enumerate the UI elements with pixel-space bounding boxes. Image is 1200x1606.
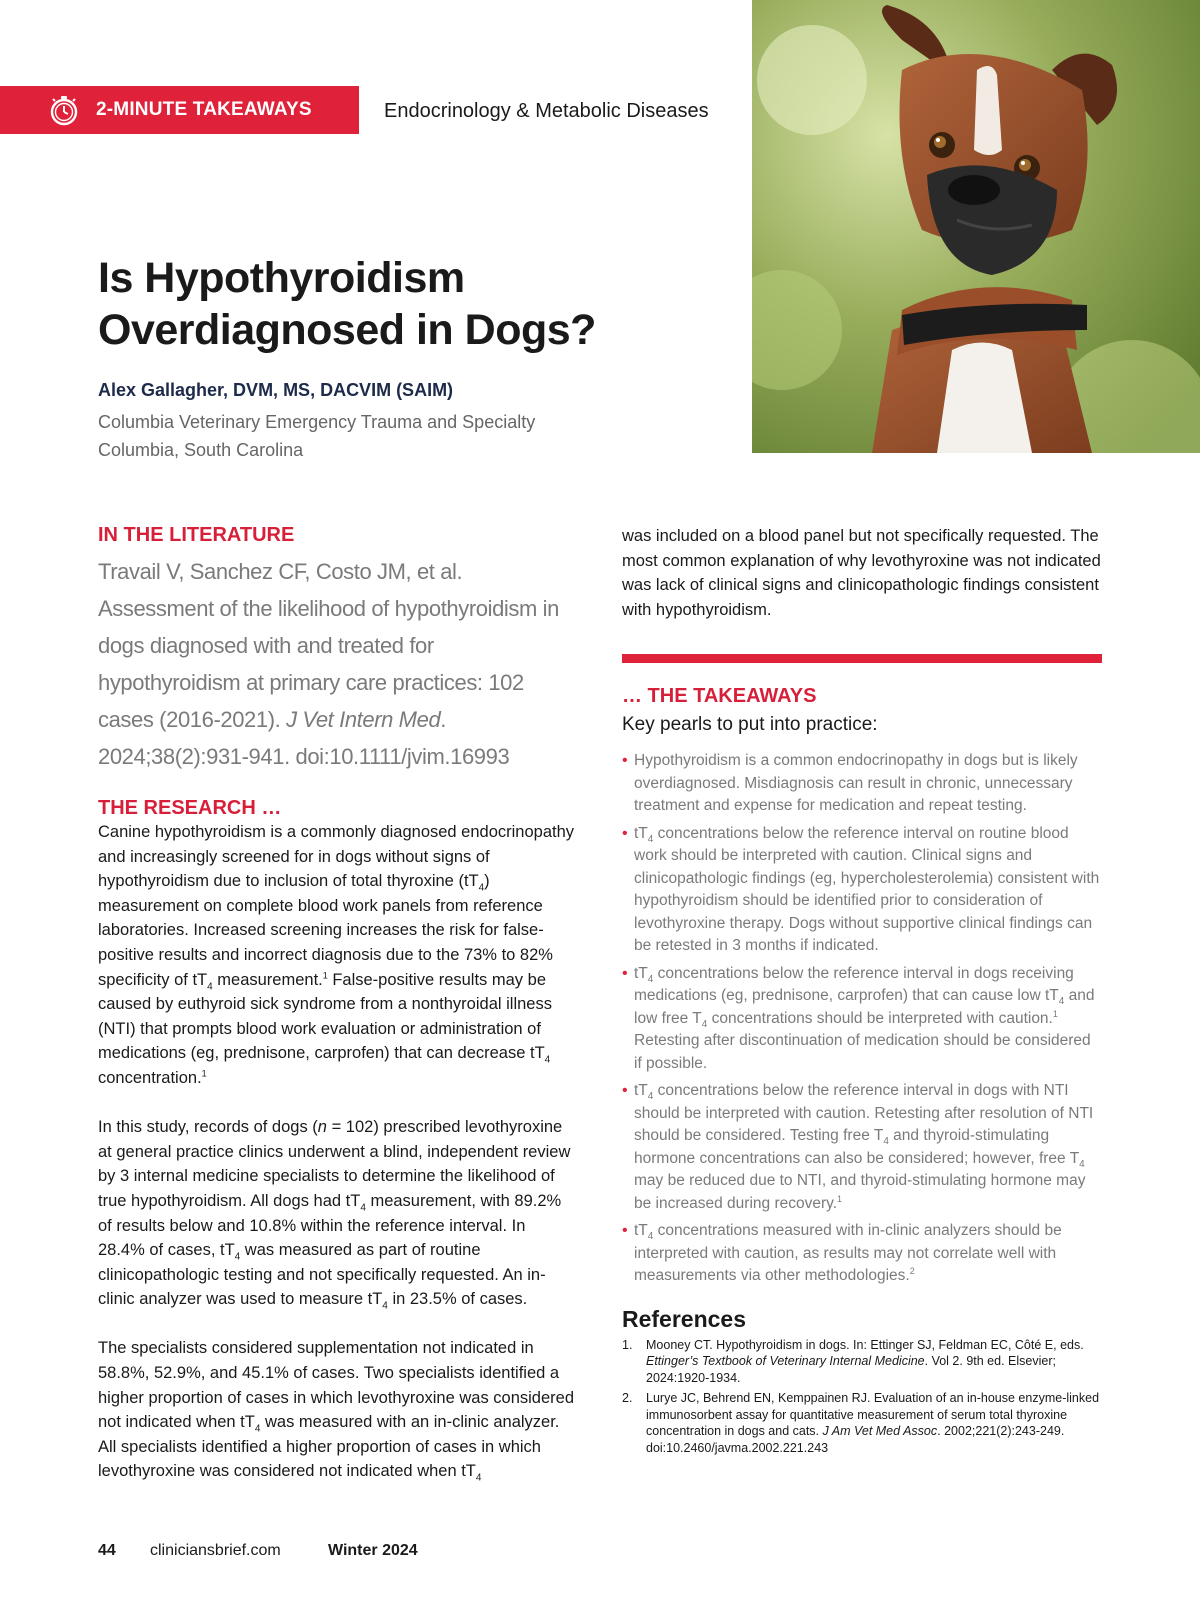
bullet-icon: • bbox=[622, 1082, 628, 1100]
reference-item: 2. Lurye JC, Behrend EN, Kemppainen RJ. Evaluation of an in-house enzyme-linked immunosorbent assay for quantitative measurement of serum total thyroxine concentration in dogs and cats. J Am Vet Med Assoc. 2002;221(2):243-249. doi:10.2460/javma.2002.221.243 bbox=[622, 1391, 1100, 1455]
list-item: • $tT_4$ concentrations measured with in-clinic analyzers should be interpreted with caution, as results may not correlate well with measurements via other methodologies.$^2$ bbox=[622, 1222, 1062, 1285]
citation-journal: J Vet Intern Med bbox=[286, 707, 441, 732]
citation-details: . 2024;38(2):931-941. doi:10.1111/jvim.16993 bbox=[98, 707, 510, 769]
references-list bbox=[622, 1337, 1102, 1457]
research-paragraph-1: Canine hypothyroidism is a commonly diagnosed endocrinopathy and increasingly screened for in dogs without signs of hypothyroidism due to inclusion of total thyroxine $(tT_4)$ measurement on complete blood work panels from reference laboratories. Increased screening increases the risk for false-positive results and incorrect diagnosis due to the 73% to 82% specificity of $tT_4$ measurement.$^1$ False-positive results may be caused by euthyroid sick syndrome from a nonthyroidal illness (NTI) that prompts blood work evaluation or administration of medications (eg, prednisone, carprofen) that can decrease $tT_4$ concentration.$^1$ bbox=[98, 823, 575, 1087]
stopwatch-icon bbox=[47, 93, 81, 127]
boxer-dog-photo bbox=[752, 0, 1200, 453]
page-number: 44 bbox=[98, 1542, 116, 1559]
author-name: Alex Gallagher, DVM, MS, DACVIM (SAIM) bbox=[98, 380, 454, 400]
section-divider bbox=[622, 654, 1102, 663]
left-column bbox=[98, 524, 576, 1484]
research-heading: THE RESEARCH … bbox=[98, 797, 282, 819]
takeaways-heading: … THE TAKEAWAYS bbox=[622, 685, 817, 708]
bullet-icon: • bbox=[622, 964, 628, 982]
author-affiliation bbox=[98, 408, 535, 464]
bullet-icon: • bbox=[622, 824, 628, 842]
affiliation-line: Columbia, South Carolina bbox=[98, 440, 304, 460]
bullet-icon: • bbox=[622, 1222, 628, 1240]
references-heading: References bbox=[622, 1305, 747, 1332]
literature-citation bbox=[98, 553, 576, 775]
literature-heading: IN THE LITERATURE bbox=[98, 524, 295, 546]
right-column bbox=[622, 524, 1102, 1460]
research-paragraph-3-continued: was included on a blood panel but not specifically requested. The most common explanation of why levothyroxine was not indicated was lack of clinical signs and clinicopathologic findings consistent with hypothyroidism. bbox=[622, 527, 1101, 619]
banner-label: 2-MINUTE TAKEAWAYS bbox=[96, 99, 312, 120]
bullet-icon: • bbox=[622, 752, 628, 770]
list-item: • $tT_4$ concentrations below the reference interval in dogs receiving medications (eg, prednisone, carprofen) that can cause low $tT_4$ and low free $T_4$ concentrations should be interpreted with caution.$^1$ Retesting after discontinuation of medication should be considered if possible. bbox=[622, 964, 1095, 1072]
takeaways-subheading: Key pearls to put into practice: bbox=[622, 714, 878, 736]
issue-label: Winter 2024 bbox=[328, 1542, 418, 1559]
reference-item: 1. Mooney CT. Hypothyroidism in dogs. In: Ettinger SJ, Feldman EC, Côté E, eds. Ettinger’s Textbook of Veterinary Internal Medicine. Vol 2. 9th ed. Elsevier; 2024:1920-1934. bbox=[622, 1337, 1084, 1385]
category-label: Endocrinology & Metabolic Diseases bbox=[384, 100, 709, 122]
takeaways-list bbox=[622, 750, 1102, 1288]
page-footer bbox=[98, 1542, 418, 1560]
site-link[interactable]: cliniciansbrief.com bbox=[150, 1542, 281, 1559]
list-item: • $tT_4$ concentrations below the reference interval on routine blood work should be interpreted with caution. Clinical signs and clinicopathologic findings (eg, hypercholesterolemia) consistent with hypothyroidism should be identified prior to consideration of levothyroxine therapy. Dogs without supportive clinical findings can be retested in 3 months if indicated. bbox=[622, 824, 1100, 955]
section-banner bbox=[0, 86, 359, 134]
research-paragraph-2: In this study, records of dogs (n = 102) prescribed levothyroxine at general practice clinics underwent a blind, independent review by 3 internal medicine specialists to determine the likelihood of true hypothyroidism. All dogs had $tT_4$ measurement, with 89.2% of results below and 10.8% within the reference interval. In 28.4% of cases, $tT_4$ was measured as part of routine clinicopathologic testing and not specifically requested. An in-clinic analyzer was used to measure $tT_4$ in 23.5% of cases. bbox=[98, 1118, 571, 1312]
article-title: Is Hypothyroidism Overdiagnosed in Dogs? bbox=[98, 254, 596, 354]
list-item: • Hypothyroidism is a common endocrinopathy in dogs but is likely overdiagnosed. Misdiagnosis can result in chronic, unnecessary treatment and expense for medication and repeat testing. bbox=[622, 752, 1078, 815]
list-item: • $tT_4$ concentrations below the reference interval in dogs with NTI should be interpreted with caution. Retesting after resolution of NTI should be considered. Testing free $T_4$ and thyroid-stimulating hormone concentrations can also be considered; however, free $T_4$ may be reduced due to NTI, and thyroid-stimulating hormone may be increased during recovery.$^1$ bbox=[622, 1082, 1094, 1212]
citation-text: Travail V, Sanchez CF, Costo JM, et al. Assessment of the likelihood of hypothyroidism in dogs diagnosed with and treated for hypothyroidism at primary care practices: 102 cases (2016-2021). bbox=[98, 559, 559, 732]
research-paragraph-3: The specialists considered supplementation not indicated in 58.8%, 52.9%, and 45.1% of cases. Two specialists identified a higher proportion of cases in which levothyroxine was considered not indicated when $tT_4$ was measured with an in-clinic analyzer. All specialists identified a higher proportion of cases in which levothyroxine was considered not indicated when $tT_4$ bbox=[98, 1339, 575, 1484]
affiliation-line: Columbia Veterinary Emergency Trauma and Specialty bbox=[98, 412, 536, 432]
